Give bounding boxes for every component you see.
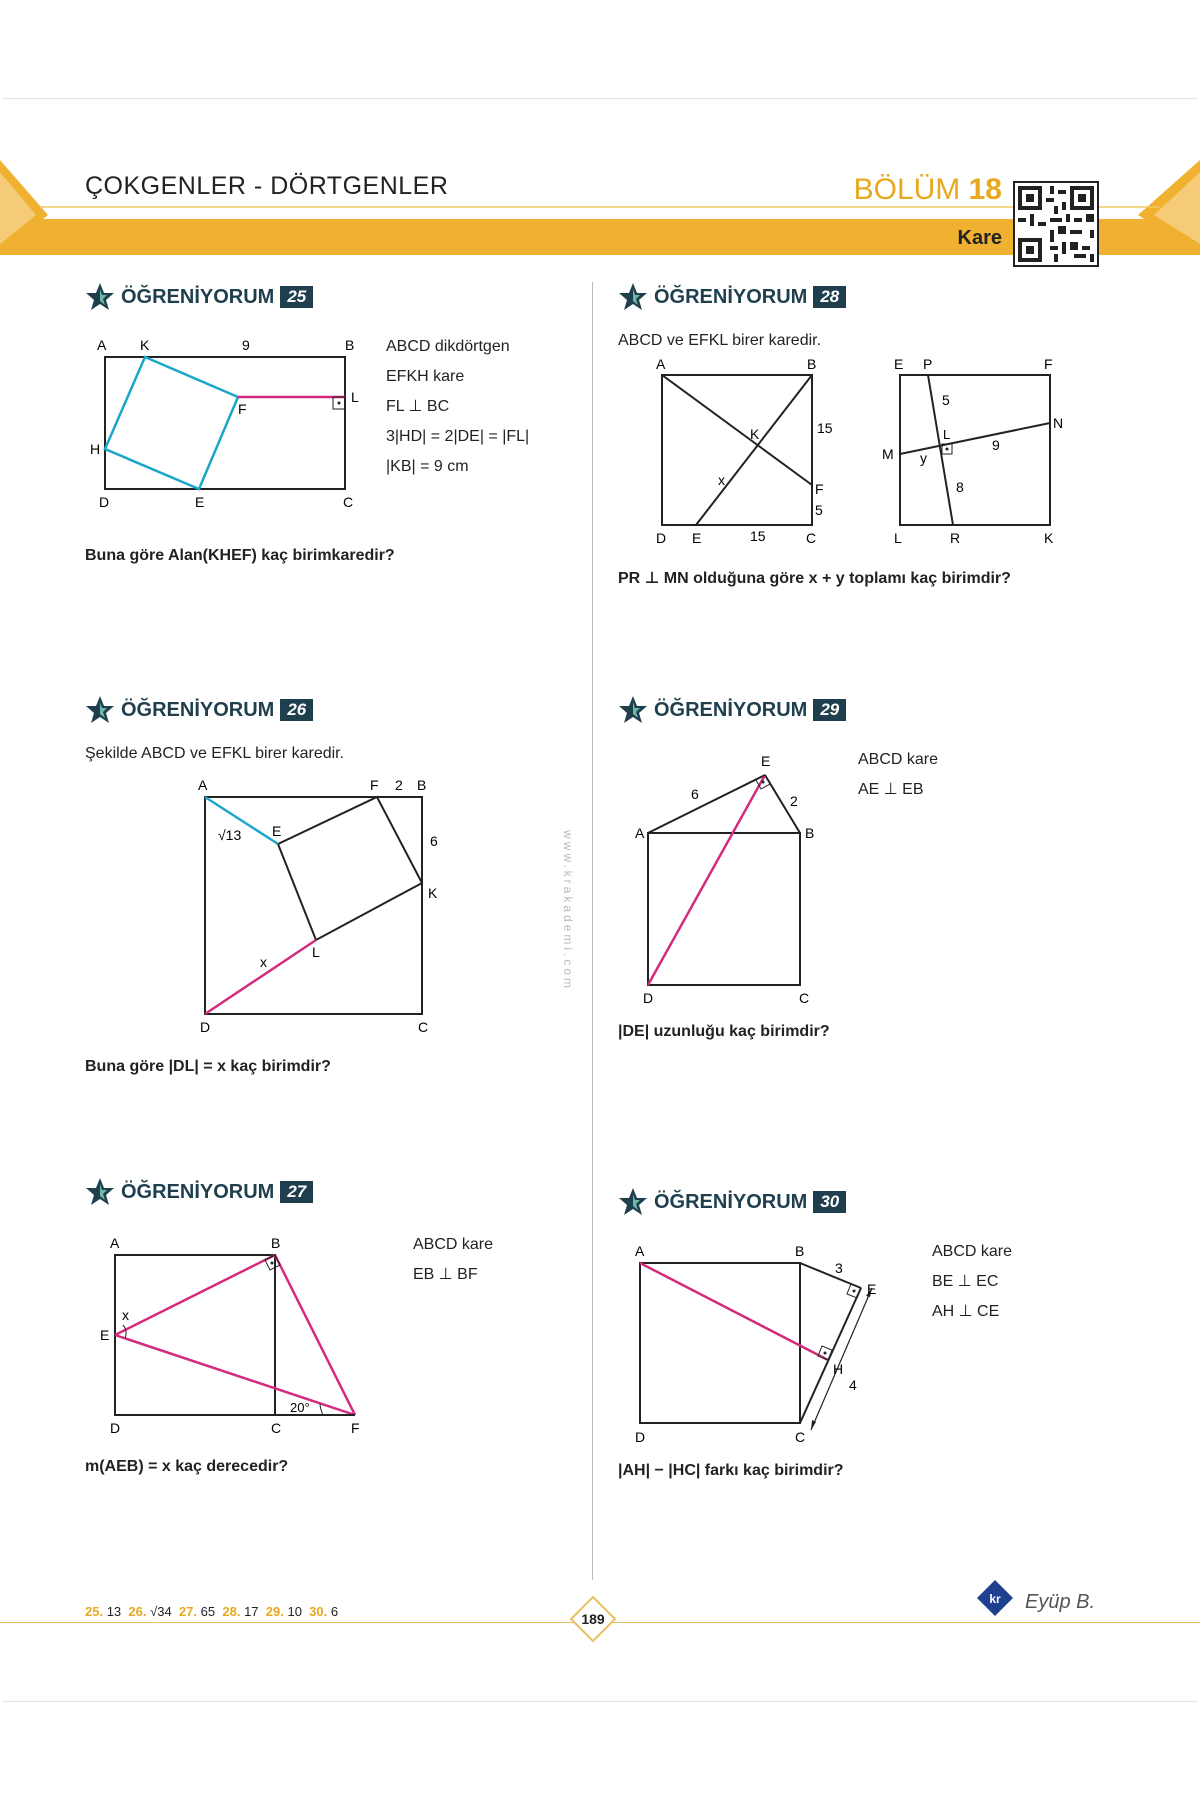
ogreniyorum-29: ÖĞRENİYORUM 29 bbox=[618, 695, 846, 725]
star-icon bbox=[618, 282, 648, 312]
figure-label: F bbox=[351, 1420, 360, 1436]
figure-label: 3 bbox=[835, 1260, 843, 1276]
question-28: PR ⊥ MN olduğuna göre x + y toplamı kaç birimdir? bbox=[618, 570, 1011, 587]
ogreniyorum-25: ÖĞRENİYORUM 25 bbox=[85, 282, 313, 312]
ogreniyorum-28: ÖĞRENİYORUM 28 bbox=[618, 282, 846, 312]
figure-label: A bbox=[198, 777, 208, 793]
figure-label: L bbox=[351, 389, 359, 405]
figure-label: 6 bbox=[691, 786, 699, 802]
figure-label: D bbox=[110, 1420, 121, 1436]
figure-label: R bbox=[950, 530, 961, 546]
figure-label: 9 bbox=[992, 437, 1000, 453]
figure-label: E bbox=[272, 823, 282, 839]
figure-label: D bbox=[656, 530, 667, 546]
figure-label: E bbox=[894, 356, 904, 372]
figure-label: F bbox=[1044, 356, 1053, 372]
info-29: ABCD kare AE ⊥ EB bbox=[858, 751, 939, 798]
figure-label: C bbox=[795, 1429, 806, 1445]
figure-label: D bbox=[99, 494, 110, 510]
figure-label: E bbox=[100, 1327, 110, 1343]
ogreniyorum-30: ÖĞRENİYORUM 30 bbox=[618, 1187, 846, 1217]
figure-label: 8 bbox=[956, 479, 964, 495]
figure-label: A bbox=[635, 1243, 645, 1259]
figure-label: K bbox=[1044, 530, 1054, 546]
column-divider bbox=[592, 282, 593, 1580]
figure-label: y bbox=[920, 450, 927, 466]
page-number: 189 bbox=[581, 1611, 605, 1627]
intro-28: ABCD ve EFKL birer karedir. bbox=[618, 332, 822, 349]
question-29: |DE| uzunluğu kaç birimdir? bbox=[618, 1023, 830, 1040]
figure-label: L bbox=[312, 944, 320, 960]
figure-label: K bbox=[140, 337, 150, 353]
figure-label: D bbox=[643, 990, 654, 1006]
star-icon bbox=[618, 1187, 648, 1217]
figure-25 bbox=[85, 332, 375, 517]
figure-label: kr bbox=[989, 1592, 1001, 1606]
info-27: ABCD kare EB ⊥ BF bbox=[413, 1236, 494, 1283]
figure-label: F bbox=[815, 481, 824, 497]
figure-label: √13 bbox=[218, 827, 242, 843]
left-chevron bbox=[0, 160, 60, 260]
figure-label: B bbox=[271, 1235, 281, 1251]
figure-label: B bbox=[807, 356, 817, 372]
info-25: ABCD dikdörtgen EFKH kare FL ⊥ BC 3|HD| = 2|DE| = |FL| |KB| = 9 cm bbox=[386, 338, 530, 475]
figure-label: 15 bbox=[750, 528, 766, 544]
figure-label: A bbox=[110, 1235, 120, 1251]
chapter-label: BÖLÜM 18 bbox=[853, 173, 1002, 206]
figure-label: F bbox=[370, 777, 379, 793]
figure-label: A bbox=[97, 337, 107, 353]
figure-label: 5 bbox=[942, 392, 950, 408]
figure-label: N bbox=[1053, 415, 1064, 431]
figure-label: H bbox=[833, 1361, 844, 1377]
qr-code[interactable] bbox=[1014, 182, 1098, 266]
figure-label: F bbox=[238, 401, 247, 417]
watermark bbox=[561, 830, 575, 870]
figure-label: D bbox=[635, 1429, 646, 1445]
right-chevron bbox=[1128, 160, 1200, 260]
topic-label: Kare bbox=[957, 227, 1002, 249]
figure-label: H bbox=[90, 441, 101, 457]
publisher-logo bbox=[975, 1578, 1096, 1623]
page-title: ÇOKGENLER - DÖRTGENLER bbox=[85, 172, 449, 200]
star-icon bbox=[85, 282, 115, 312]
figure-label: 5 bbox=[815, 502, 823, 518]
question-30: |AH| − |HC| farkı kaç birimdir? bbox=[618, 1462, 844, 1479]
ogreniyorum-26: ÖĞRENİYORUM 26 bbox=[85, 695, 313, 725]
intro-26: Şekilde ABCD ve EFKL birer karedir. bbox=[85, 745, 345, 762]
figure-label: B bbox=[795, 1243, 805, 1259]
figure-label: B bbox=[417, 777, 427, 793]
figure-27 bbox=[95, 1230, 385, 1435]
figure-29 bbox=[625, 748, 835, 1008]
figure-label: 9 bbox=[242, 337, 250, 353]
figure-label: 15 bbox=[817, 420, 833, 436]
question-25: Buna göre Alan(KHEF) kaç birimkaredir? bbox=[85, 547, 395, 564]
figure-label: 20° bbox=[290, 1400, 310, 1415]
figure-label: 4 bbox=[849, 1377, 857, 1393]
figure-label: 2 bbox=[395, 777, 403, 793]
star-icon bbox=[85, 695, 115, 725]
figure-label: E bbox=[195, 494, 205, 510]
figure-label: x bbox=[122, 1307, 129, 1323]
figure-label: C bbox=[418, 1019, 429, 1035]
figure-label: E bbox=[761, 753, 771, 769]
figure-label: A bbox=[635, 825, 645, 841]
figure-label: C bbox=[806, 530, 817, 546]
star-icon bbox=[85, 1177, 115, 1207]
figure-28b bbox=[870, 355, 1070, 555]
figure-label: B bbox=[345, 337, 355, 353]
figure-label: D bbox=[200, 1019, 211, 1035]
figure-label: P bbox=[923, 356, 933, 372]
figure-label: A bbox=[656, 356, 666, 372]
figure-label: x bbox=[718, 472, 725, 488]
figure-28a bbox=[640, 355, 840, 555]
figure-label: M bbox=[882, 446, 894, 462]
figure-label: 6 bbox=[430, 833, 438, 849]
answer-key: 25. 13 26. √34 27. 65 28. 17 29. 10 30. 6 bbox=[85, 1604, 339, 1619]
figure-label: L bbox=[943, 427, 951, 442]
figure-label: K bbox=[428, 885, 438, 901]
figure-label: E bbox=[867, 1281, 877, 1297]
figure-label: C bbox=[799, 990, 810, 1006]
question-26: Buna göre |DL| = x kaç birimdir? bbox=[85, 1058, 331, 1075]
figure-label: E bbox=[692, 530, 702, 546]
page-number-badge bbox=[570, 1596, 616, 1642]
info-30: ABCD kare BE ⊥ EC AH ⊥ CE bbox=[932, 1243, 1013, 1320]
star-icon bbox=[618, 695, 648, 725]
signature: Eyüp B. bbox=[1025, 1591, 1096, 1613]
figure-label: L bbox=[894, 530, 902, 546]
figure-label: C bbox=[343, 494, 354, 510]
figure-30 bbox=[625, 1238, 895, 1448]
figure-26 bbox=[190, 772, 450, 1042]
question-27: m(AEB) = x kaç derecedir? bbox=[85, 1458, 289, 1475]
figure-label: C bbox=[271, 1420, 282, 1436]
figure-label: B bbox=[805, 825, 815, 841]
figure-label: x bbox=[260, 954, 267, 970]
ogreniyorum-27: ÖĞRENİYORUM 27 bbox=[85, 1177, 313, 1207]
figure-label: 2 bbox=[790, 793, 798, 809]
figure-label: K bbox=[750, 426, 760, 442]
